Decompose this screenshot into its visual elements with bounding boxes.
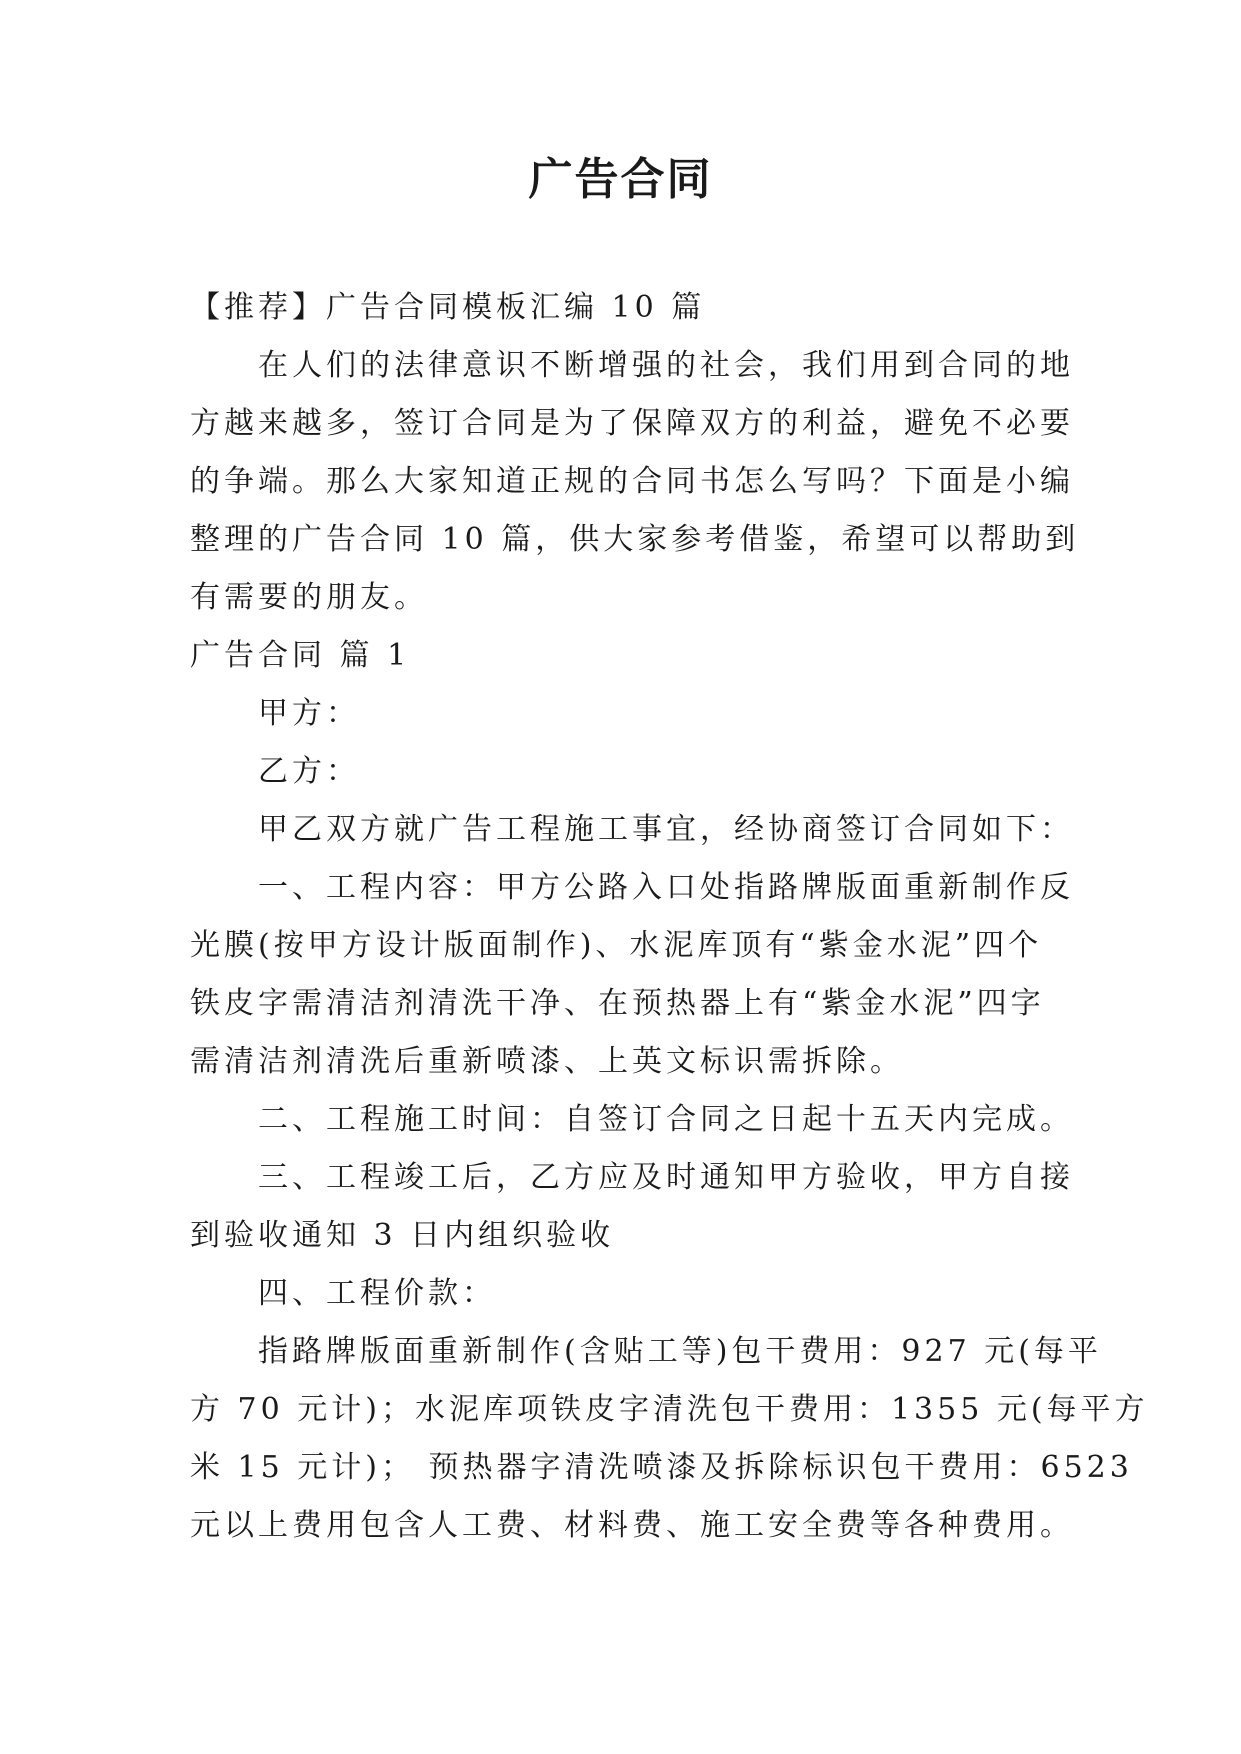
- clause-line: 三、工程竣工后，乙方应及时通知甲方验收，甲方自接: [258, 1160, 1074, 1195]
- clause-line: 二、工程施工时间：自签订合同之日起十五天内完成。: [258, 1102, 1074, 1137]
- document-title: 广告合同: [528, 154, 713, 205]
- paragraph-line: 的争端。那么大家知道正规的合同书怎么写吗？下面是小编: [190, 464, 1074, 499]
- paragraph-line: 在人们的法律意识不断增强的社会，我们用到合同的地: [258, 348, 1074, 383]
- party-b-line: 乙方：: [258, 754, 360, 789]
- clause-line: 铁皮字需清洁剂清洗干净、在预热器上有“紫金水泥”四字: [190, 986, 1045, 1021]
- pricing-line: 米 15 元计)； 预热器字清洗喷漆及拆除标识包干费用：6523: [190, 1450, 1133, 1485]
- clause-line: 四、工程价款：: [258, 1276, 496, 1311]
- section-heading: 广告合同 篇 1: [190, 638, 411, 673]
- pricing-line: 方 70 元计)；水泥库项铁皮字清洗包干费用：1355 元(每平方: [190, 1392, 1149, 1427]
- clause-line: 一、工程内容：甲方公路入口处指路牌版面重新制作反: [258, 870, 1074, 905]
- clause-line: 到验收通知 3 日内组织验收: [190, 1218, 615, 1253]
- pricing-line: 元以上费用包含人工费、材料费、施工安全费等各种费用。: [190, 1508, 1074, 1543]
- clause-line: 需清洁剂清洗后重新喷漆、上英文标识需拆除。: [190, 1044, 904, 1079]
- clause-line: 光膜(按甲方设计版面制作)、水泥库顶有“紫金水泥”四个: [190, 928, 1043, 963]
- pricing-line: 指路牌版面重新制作(含贴工等)包干费用：927 元(每平: [258, 1334, 1102, 1369]
- paragraph-line: 有需要的朋友。: [190, 580, 428, 615]
- paragraph-line: 方越来越多，签订合同是为了保障双方的利益，避免不必要: [190, 406, 1074, 441]
- paragraph-line: 甲乙双方就广告工程施工事宜，经协商签订合同如下：: [258, 812, 1074, 847]
- paragraph-line: 整理的广告合同 10 篇，供大家参考借鉴，希望可以帮助到: [190, 522, 1080, 557]
- intro-heading: 【推荐】广告合同模板汇编 10 篇: [190, 290, 706, 325]
- party-a-line: 甲方：: [258, 696, 360, 731]
